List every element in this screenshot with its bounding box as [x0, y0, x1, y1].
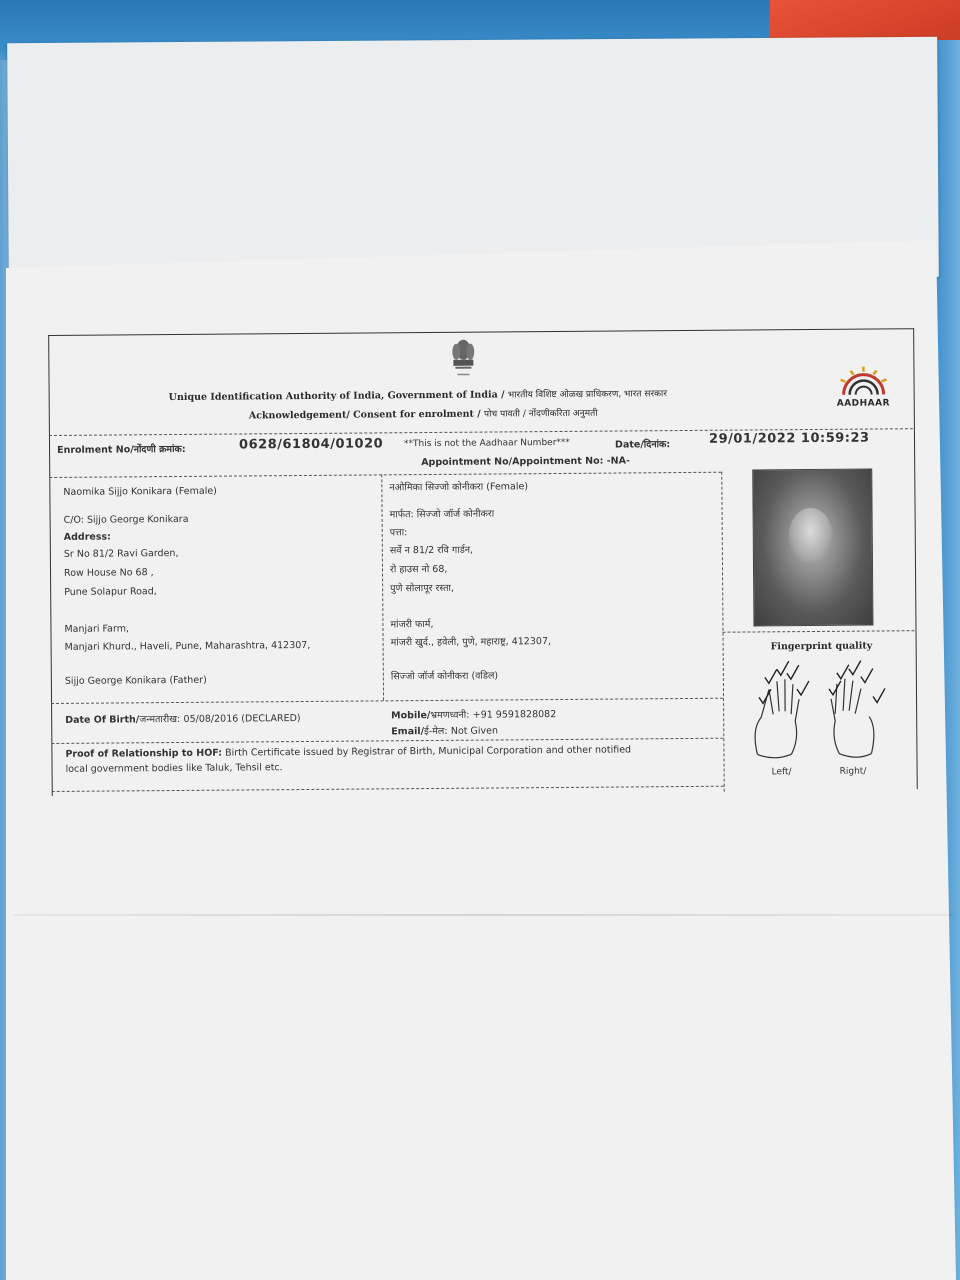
resident-name-hi: नओमिका सिज्जो कोनीकरा (Female)	[389, 481, 529, 494]
aadhaar-logo-text: AADHAAR	[836, 398, 891, 409]
fingerprint-right-label: Right/	[839, 766, 867, 777]
address-line3-en: Pune Solapur Road,	[64, 586, 157, 598]
org-separator: /	[501, 389, 505, 401]
fingerprint-left-label: Left/	[771, 767, 792, 778]
address-label-en: Address:	[63, 531, 111, 543]
national-emblem-icon	[446, 334, 480, 382]
appointment-number: Appointment No/Appointment No: -NA-	[421, 455, 630, 469]
enrolment-label: Enrolment No/नोंदणी क्रमांक:	[57, 443, 186, 456]
email-row	[391, 723, 498, 737]
org-english: Unique Identification Authority of India, Government of India	[168, 389, 498, 404]
not-aadhaar-note: **This is not the Aadhaar Number***	[403, 437, 570, 450]
acknowledgement-document	[48, 308, 918, 800]
address-line3-hi: पुणे सोलापूर रस्ता,	[390, 582, 455, 595]
dob-value: 05/08/2016 (DECLARED)	[183, 713, 301, 725]
resident-photo	[752, 469, 873, 627]
proof-text1: Birth Certificate issued by Registrar of Birth, Municipal Corporation and other notified	[225, 744, 632, 759]
org-hindi: भारतीय विशिष्ट ओळख प्राधिकरण, भारत सरकार	[507, 389, 668, 401]
address-line4-hi: मांजरी फार्म,	[390, 618, 434, 631]
address-line1-en: Sr No 81/2 Ravi Garden,	[63, 547, 179, 560]
proof-label: Proof of Relationship to HOF:	[65, 747, 223, 760]
ack-english: Acknowledgement/ Consent for enrolment	[248, 408, 474, 422]
date-label: Date/दिनांक:	[614, 439, 671, 451]
address-line2-hi: रो हाउस नो 68,	[389, 563, 448, 576]
ack-separator: /	[477, 408, 481, 420]
fingerprint-quality-title: Fingerprint quality	[770, 640, 873, 653]
mobile-row	[391, 707, 556, 721]
dob-row	[65, 711, 301, 726]
care-of-en: C/O: Sijjo George Konikara	[63, 513, 189, 526]
mobile-label-hi: भ्रमणध्वनी:	[430, 709, 470, 722]
email-value: Not Given	[450, 725, 499, 737]
email-label-hi: ई-मेल:	[424, 725, 448, 738]
ack-hindi: पोच पावती / नोंदणीकरिता अनुमती	[484, 408, 598, 420]
paper-fold-line	[14, 914, 954, 916]
address-line2-en: Row House No 68 ,	[63, 567, 154, 579]
relative-hi: सिज्जो जॉर्ज कोनीकरा (वडिल)	[390, 670, 499, 683]
email-label: Email/	[391, 726, 425, 738]
address-line4-en: Manjari Farm,	[64, 623, 130, 635]
dob-label-hi: जन्मतारीख:	[139, 713, 181, 726]
mobile-value: +91 9591828082	[472, 709, 557, 721]
fingerprint-hands-icon	[739, 658, 910, 769]
address-line5-hi: मांजरी खुर्द., हवेली, पुणे, महाराष्ट्र, 412307,	[390, 636, 552, 649]
resident-name-en: Naomika Sijjo Konikara (Female)	[63, 485, 217, 498]
care-of-hi: मार्फत: सिज्जो जॉर्ज कोनीकरा	[389, 508, 495, 521]
address-label-hi: पत्ता:	[389, 527, 408, 539]
relative-en: Sijjo George Konikara (Father)	[64, 674, 207, 687]
address-line1-hi: सर्वे न 81/2 रवि गार्डन,	[389, 544, 474, 557]
date-value: 29/01/2022 10:59:23	[708, 430, 870, 447]
proof-text2: local government bodies like Taluk, Tehsil etc.	[65, 762, 283, 775]
photo-face	[789, 508, 833, 564]
mobile-label: Mobile/	[391, 710, 431, 722]
dob-label: Date Of Birth/	[65, 714, 140, 726]
header-acknowledgement	[249, 406, 598, 422]
address-line5-en: Manjari Khurd., Haveli, Pune, Maharashtra, 412307,	[64, 639, 311, 653]
enrolment-number: 0628/61804/01020	[238, 436, 384, 453]
